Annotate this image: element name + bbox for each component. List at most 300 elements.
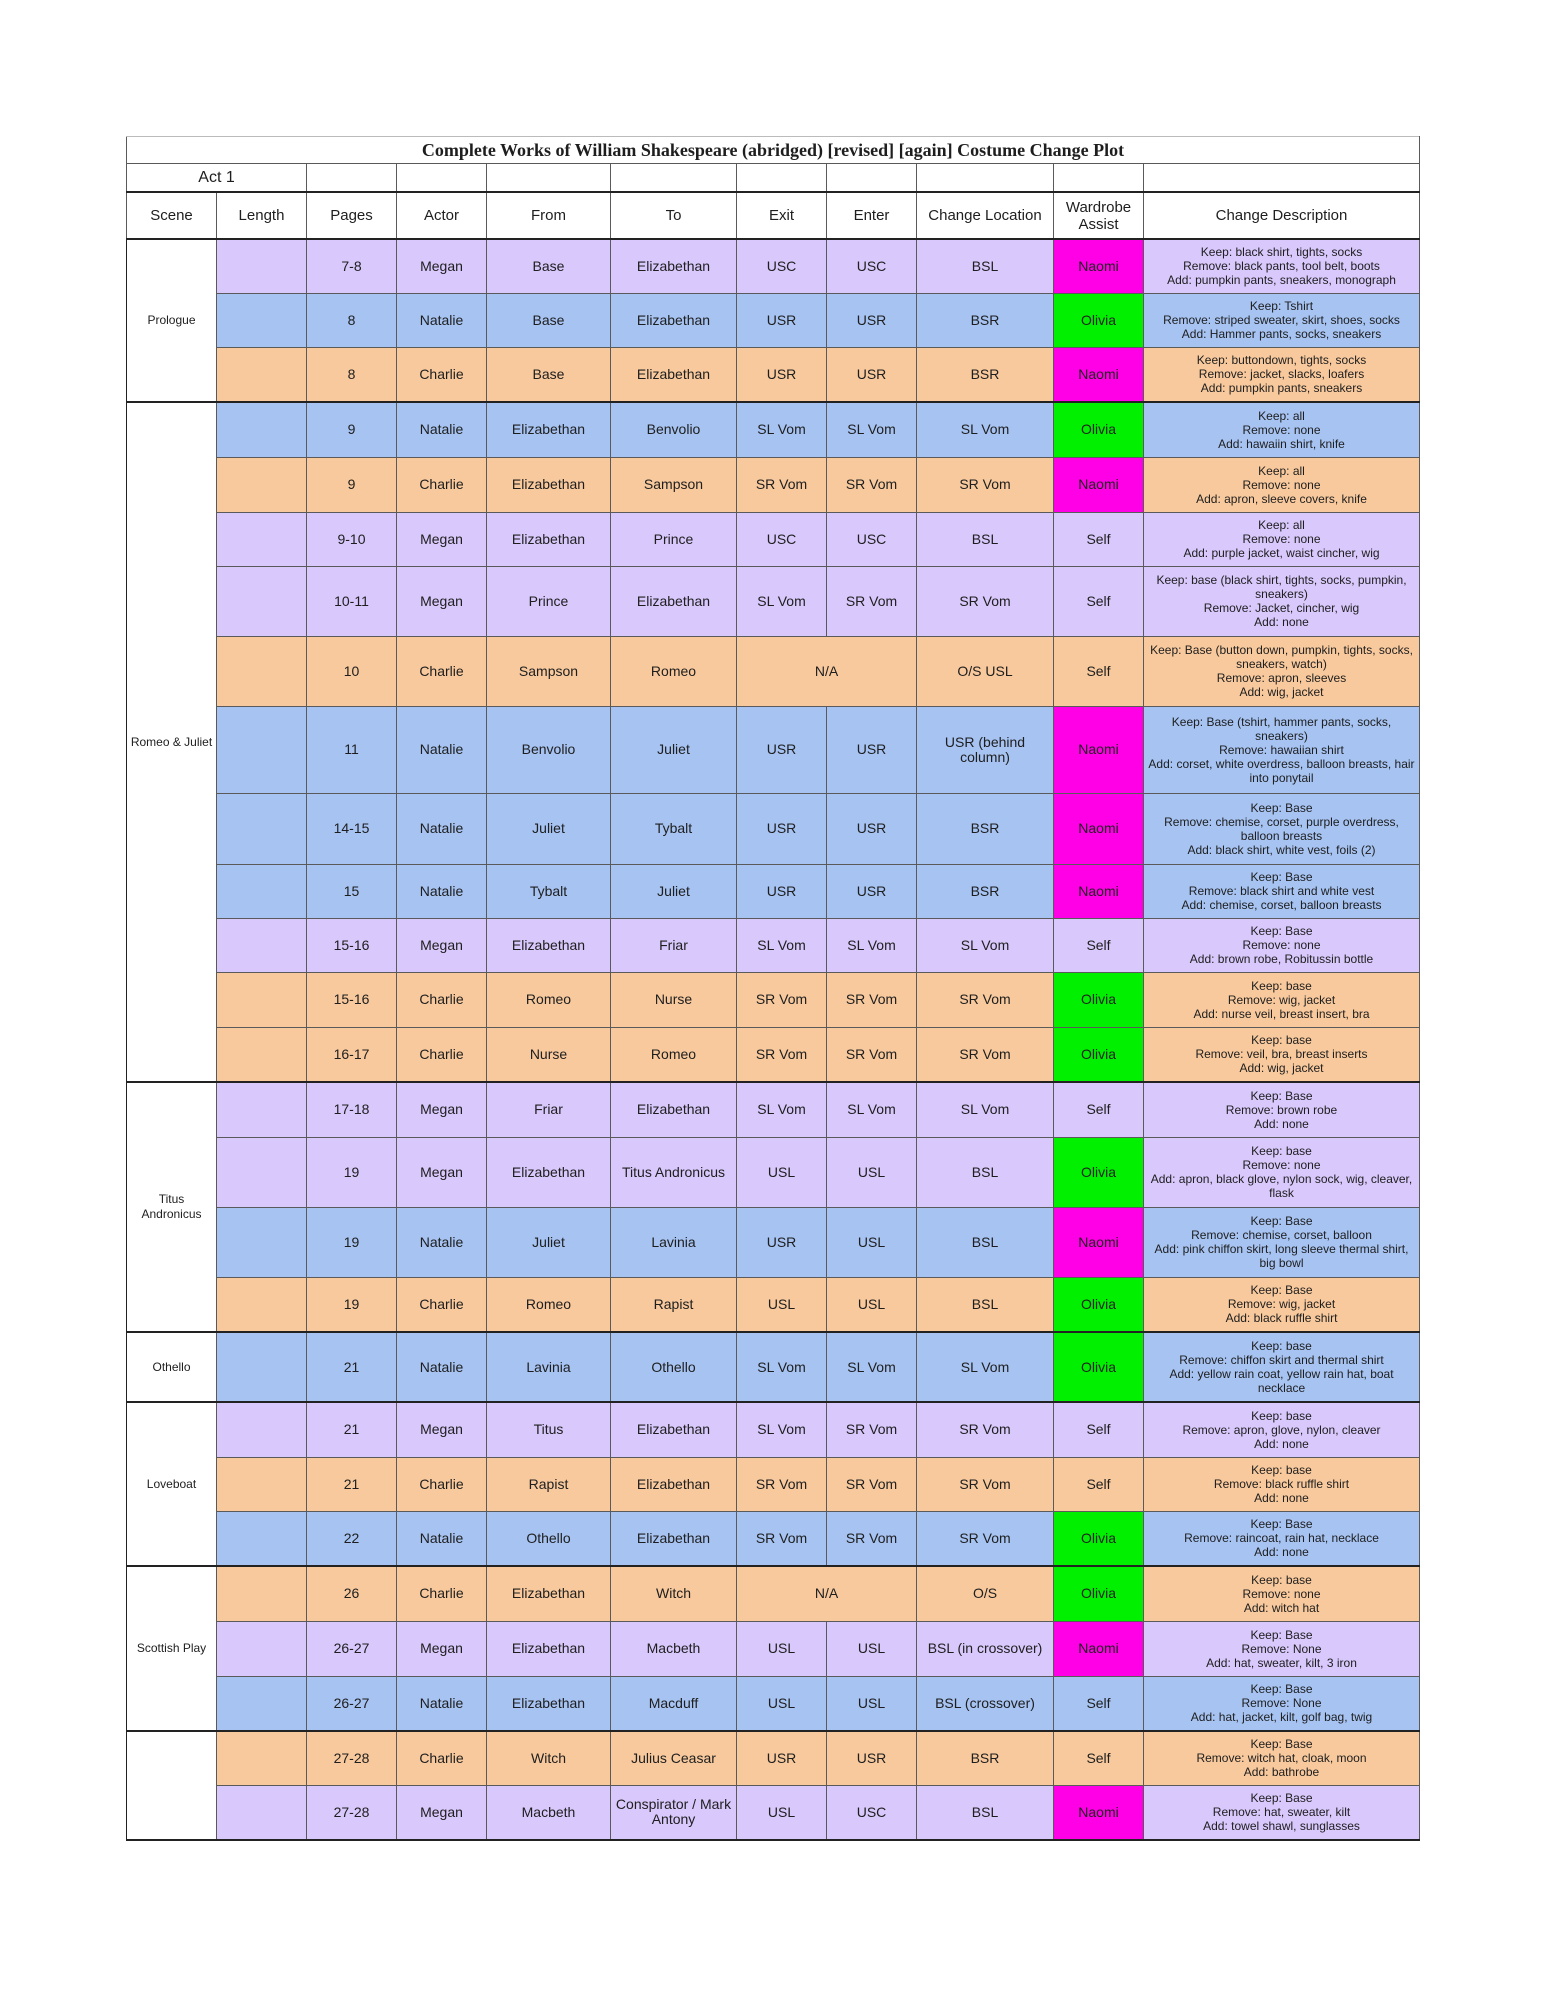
- exit-cell: USR: [737, 706, 827, 793]
- change-description-cell: [1144, 706, 1420, 793]
- pages-cell: 26-27: [307, 1676, 397, 1731]
- length-cell: [217, 1332, 307, 1402]
- change-location-cell: BSL: [917, 512, 1054, 566]
- enter-cell: USR: [827, 293, 917, 347]
- actor-cell: Natalie: [397, 706, 487, 793]
- table-row: [127, 1785, 1420, 1840]
- change-description-cell: [1144, 566, 1420, 636]
- length-cell: [217, 512, 307, 566]
- description-line: Keep: Base: [1250, 1791, 1313, 1806]
- table-row: [127, 512, 1420, 566]
- change-description-cell: [1144, 1277, 1420, 1332]
- description-line: Add: towel shawl, sunglasses: [1203, 1819, 1360, 1834]
- from-cell: Elizabethan: [487, 1676, 611, 1731]
- length-cell: [217, 1402, 307, 1457]
- description-line: Add: corset, white overdress, balloon breasts, hair into ponytail: [1148, 756, 1415, 785]
- from-cell: Rapist: [487, 1457, 611, 1511]
- pages-cell: 10: [307, 636, 397, 706]
- length-cell: [217, 1566, 307, 1621]
- description-line: Remove: black pants, tool belt, boots: [1183, 259, 1380, 274]
- enter-cell: USC: [827, 512, 917, 566]
- actor-cell: Charlie: [397, 636, 487, 706]
- description-line: Keep: Base: [1250, 870, 1313, 884]
- enter-cell: SR Vom: [827, 1027, 917, 1082]
- exit-cell: SL Vom: [737, 1332, 827, 1402]
- scene-cell: [127, 1731, 217, 1840]
- exit-cell: SL Vom: [737, 402, 827, 457]
- description-line: Add: bathrobe: [1243, 1765, 1320, 1780]
- pages-cell: 14-15: [307, 793, 397, 864]
- description-line: Add: wig, jacket: [1239, 1061, 1324, 1076]
- description-line: Remove: black shirt and white vest: [1188, 884, 1375, 898]
- table-row: [127, 1332, 1420, 1402]
- description-line: Keep: base: [1251, 1339, 1312, 1353]
- from-cell: Elizabethan: [487, 1137, 611, 1207]
- pages-cell: 19: [307, 1137, 397, 1207]
- length-cell: [217, 1457, 307, 1511]
- length-cell: [217, 1207, 307, 1277]
- description-line: Remove: chiffon skirt and thermal shirt: [1179, 1353, 1384, 1367]
- change-description-cell: [1144, 512, 1420, 566]
- pages-cell: 15-16: [307, 972, 397, 1027]
- description-line: Remove: none: [1242, 1158, 1321, 1172]
- description-line: Keep: Base (tshirt, hammer pants, socks, sneakers): [1171, 714, 1392, 743]
- enter-cell: USL: [827, 1277, 917, 1332]
- length-cell: [217, 1676, 307, 1731]
- col-header-to: To: [611, 192, 737, 239]
- change-location-cell: BSL: [917, 1137, 1054, 1207]
- change-description-cell: [1144, 1137, 1420, 1207]
- wardrobe-assist-cell: Naomi: [1054, 239, 1144, 293]
- actor-cell: Megan: [397, 1137, 487, 1207]
- table-row: [127, 1676, 1420, 1731]
- to-cell: Julius Ceasar: [611, 1731, 737, 1785]
- wardrobe-assist-cell: Olivia: [1054, 972, 1144, 1027]
- wardrobe-assist-cell: Olivia: [1054, 1027, 1144, 1082]
- col-header-scene: Scene: [127, 192, 217, 239]
- wardrobe-assist-cell: Olivia: [1054, 1566, 1144, 1621]
- pages-cell: 21: [307, 1402, 397, 1457]
- change-location-cell: BSL: [917, 1277, 1054, 1332]
- wardrobe-assist-cell: Naomi: [1054, 793, 1144, 864]
- enter-cell: SL Vom: [827, 402, 917, 457]
- scene-cell: Romeo & Juliet: [127, 402, 217, 1082]
- actor-cell: Natalie: [397, 793, 487, 864]
- description-line: Keep: all: [1258, 518, 1305, 532]
- change-description-cell: [1144, 402, 1420, 457]
- to-cell: Prince: [611, 512, 737, 566]
- actor-cell: Charlie: [397, 457, 487, 512]
- description-line: Remove: none: [1242, 1586, 1321, 1601]
- table-row: [127, 864, 1420, 918]
- from-cell: Macbeth: [487, 1785, 611, 1840]
- to-cell: Elizabethan: [611, 239, 737, 293]
- exit-cell: USC: [737, 512, 827, 566]
- length-cell: [217, 706, 307, 793]
- wardrobe-assist-cell: Naomi: [1054, 1621, 1144, 1676]
- description-line: Add: none: [1254, 1491, 1309, 1505]
- from-cell: Juliet: [487, 1207, 611, 1277]
- to-cell: Elizabethan: [611, 566, 737, 636]
- description-line: Remove: chemise, corset, balloon: [1191, 1228, 1372, 1242]
- costume-change-table: [126, 136, 1420, 1841]
- description-line: Keep: Base: [1250, 1283, 1313, 1298]
- pages-cell: 16-17: [307, 1027, 397, 1082]
- change-description-cell: [1144, 239, 1420, 293]
- description-line: Remove: none: [1242, 938, 1321, 952]
- description-line: Add: nurse veil, breast insert, bra: [1193, 1006, 1370, 1021]
- change-location-cell: SL Vom: [917, 1082, 1054, 1137]
- change-description-cell: [1144, 1785, 1420, 1840]
- wardrobe-assist-cell: Naomi: [1054, 864, 1144, 918]
- col-header-from: From: [487, 192, 611, 239]
- to-cell: Elizabethan: [611, 347, 737, 402]
- from-cell: Benvolio: [487, 706, 611, 793]
- pages-cell: 26: [307, 1566, 397, 1621]
- description-line: Add: none: [1254, 1116, 1309, 1131]
- length-cell: [217, 239, 307, 293]
- length-cell: [217, 1082, 307, 1137]
- change-description-cell: [1144, 1511, 1420, 1566]
- table-row: [127, 793, 1420, 864]
- length-cell: [217, 864, 307, 918]
- exit-cell: USR: [737, 864, 827, 918]
- exit-cell: SL Vom: [737, 566, 827, 636]
- wardrobe-assist-cell: Olivia: [1054, 1511, 1144, 1566]
- pages-cell: 27-28: [307, 1785, 397, 1840]
- enter-cell: USR: [827, 864, 917, 918]
- exit-cell: USR: [737, 1207, 827, 1277]
- exit-cell: USL: [737, 1137, 827, 1207]
- length-cell: [217, 457, 307, 512]
- wardrobe-assist-cell: Self: [1054, 1676, 1144, 1731]
- length-cell: [217, 293, 307, 347]
- change-location-cell: SL Vom: [917, 402, 1054, 457]
- change-location-cell: BSL: [917, 1207, 1054, 1277]
- change-location-cell: BSR: [917, 793, 1054, 864]
- change-location-cell: BSL (crossover): [917, 1676, 1054, 1731]
- col-header-enter: Enter: [827, 192, 917, 239]
- description-line: Add: none: [1254, 1436, 1309, 1451]
- description-line: Remove: chemise, corset, purple overdress, balloon breasts: [1164, 814, 1399, 843]
- table-row: [127, 1207, 1420, 1277]
- length-cell: [217, 793, 307, 864]
- description-line: Remove: apron, glove, nylon, cleaver: [1182, 1422, 1381, 1437]
- change-description-cell: [1144, 1402, 1420, 1457]
- exit-cell: USR: [737, 793, 827, 864]
- wardrobe-assist-cell: Olivia: [1054, 1332, 1144, 1402]
- exit-cell: USL: [737, 1676, 827, 1731]
- description-line: Keep: base: [1251, 1463, 1312, 1477]
- col-header-wardrobe-assist: Wardrobe Assist: [1054, 192, 1144, 239]
- description-line: Add: none: [1254, 615, 1309, 629]
- change-location-cell: SR Vom: [917, 1511, 1054, 1566]
- from-cell: Elizabethan: [487, 918, 611, 972]
- enter-cell: USR: [827, 706, 917, 793]
- to-cell: Benvolio: [611, 402, 737, 457]
- table-row: [127, 1457, 1420, 1511]
- description-line: Keep: all: [1258, 408, 1305, 423]
- exit-cell: USL: [737, 1277, 827, 1332]
- wardrobe-assist-cell: Olivia: [1054, 402, 1144, 457]
- table-row: [127, 1566, 1420, 1621]
- exit-cell: USR: [737, 1731, 827, 1785]
- length-cell: [217, 636, 307, 706]
- description-line: Remove: none: [1242, 532, 1321, 546]
- description-line: Add: hawaiin shirt, knife: [1218, 436, 1345, 451]
- description-line: Keep: Base (button down, pumpkin, tights, socks, sneakers, watch): [1150, 643, 1413, 671]
- to-cell: Elizabethan: [611, 1457, 737, 1511]
- description-line: Add: witch hat: [1243, 1600, 1320, 1615]
- description-line: Remove: hat, sweater, kilt: [1212, 1805, 1351, 1820]
- actor-cell: Charlie: [397, 347, 487, 402]
- change-location-cell: SR Vom: [917, 1457, 1054, 1511]
- to-cell: Titus Andronicus: [611, 1137, 737, 1207]
- from-cell: Tybalt: [487, 864, 611, 918]
- from-cell: Base: [487, 347, 611, 402]
- wardrobe-assist-cell: Olivia: [1054, 293, 1144, 347]
- wardrobe-assist-cell: Olivia: [1054, 1137, 1144, 1207]
- length-cell: [217, 918, 307, 972]
- to-cell: Macduff: [611, 1676, 737, 1731]
- description-line: Keep: Base: [1250, 1517, 1313, 1532]
- from-cell: Juliet: [487, 793, 611, 864]
- to-cell: Friar: [611, 918, 737, 972]
- exit-enter-cell: N/A: [737, 636, 917, 706]
- to-cell: Tybalt: [611, 793, 737, 864]
- exit-cell: USL: [737, 1785, 827, 1840]
- change-description-cell: [1144, 1027, 1420, 1082]
- exit-cell: SL Vom: [737, 1402, 827, 1457]
- enter-cell: USL: [827, 1137, 917, 1207]
- header-row: [127, 192, 1420, 239]
- wardrobe-assist-cell: Self: [1054, 918, 1144, 972]
- change-description-cell: [1144, 918, 1420, 972]
- change-description-cell: [1144, 1676, 1420, 1731]
- pages-cell: 7-8: [307, 239, 397, 293]
- change-description-cell: [1144, 1621, 1420, 1676]
- pages-cell: 9: [307, 402, 397, 457]
- enter-cell: SR Vom: [827, 1511, 917, 1566]
- pages-cell: 26-27: [307, 1621, 397, 1676]
- to-cell: Sampson: [611, 457, 737, 512]
- description-line: Keep: base: [1251, 1144, 1312, 1158]
- actor-cell: Natalie: [397, 293, 487, 347]
- description-line: Keep: base: [1251, 1572, 1312, 1587]
- col-header-change-description: Change Description: [1144, 192, 1420, 239]
- wardrobe-assist-cell: Self: [1054, 636, 1144, 706]
- table-row: [127, 1731, 1420, 1785]
- from-cell: Elizabethan: [487, 402, 611, 457]
- enter-cell: SR Vom: [827, 457, 917, 512]
- change-location-cell: O/S USL: [917, 636, 1054, 706]
- actor-cell: Charlie: [397, 1027, 487, 1082]
- from-cell: Friar: [487, 1082, 611, 1137]
- actor-cell: Charlie: [397, 972, 487, 1027]
- exit-enter-cell: N/A: [737, 1566, 917, 1621]
- description-line: Add: brown robe, Robitussin bottle: [1189, 952, 1374, 966]
- description-line: Remove: wig, jacket: [1227, 992, 1336, 1007]
- change-location-cell: SR Vom: [917, 566, 1054, 636]
- pages-cell: 22: [307, 1511, 397, 1566]
- description-line: Add: pink chiffon skirt, long sleeve thermal shirt, big bowl: [1154, 1242, 1409, 1270]
- enter-cell: USR: [827, 347, 917, 402]
- pages-cell: 11: [307, 706, 397, 793]
- description-line: Keep: buttondown, tights, socks: [1196, 353, 1367, 368]
- to-cell: Witch: [611, 1566, 737, 1621]
- change-description-cell: [1144, 1731, 1420, 1785]
- table-row: [127, 1511, 1420, 1566]
- wardrobe-assist-cell: Self: [1054, 1082, 1144, 1137]
- enter-cell: SL Vom: [827, 1082, 917, 1137]
- actor-cell: Megan: [397, 512, 487, 566]
- pages-cell: 21: [307, 1457, 397, 1511]
- enter-cell: USL: [827, 1676, 917, 1731]
- exit-cell: SR Vom: [737, 457, 827, 512]
- description-line: Remove: witch hat, cloak, moon: [1196, 1751, 1367, 1766]
- exit-cell: SR Vom: [737, 1511, 827, 1566]
- change-location-cell: BSR: [917, 293, 1054, 347]
- actor-cell: Megan: [397, 1785, 487, 1840]
- description-line: Remove: None: [1241, 1641, 1322, 1656]
- change-location-cell: SL Vom: [917, 918, 1054, 972]
- sheet-title: Complete Works of William Shakespeare (abridged) [revised] [again] Costume Change Plot: [127, 137, 1420, 164]
- length-cell: [217, 347, 307, 402]
- wardrobe-assist-cell: Self: [1054, 1402, 1144, 1457]
- to-cell: Elizabethan: [611, 1511, 737, 1566]
- length-cell: [217, 1785, 307, 1840]
- col-header-pages: Pages: [307, 192, 397, 239]
- scene-cell: Loveboat: [127, 1402, 217, 1566]
- actor-cell: Megan: [397, 566, 487, 636]
- wardrobe-assist-cell: Self: [1054, 566, 1144, 636]
- wardrobe-assist-cell: Naomi: [1054, 457, 1144, 512]
- enter-cell: USC: [827, 239, 917, 293]
- table-row: [127, 402, 1420, 457]
- length-cell: [217, 1621, 307, 1676]
- exit-cell: SR Vom: [737, 972, 827, 1027]
- change-description-cell: [1144, 864, 1420, 918]
- change-description-cell: [1144, 793, 1420, 864]
- description-line: Add: pumpkin pants, sneakers, monograph: [1167, 273, 1396, 288]
- from-cell: Lavinia: [487, 1332, 611, 1402]
- enter-cell: SL Vom: [827, 1332, 917, 1402]
- act-label: Act 1: [127, 164, 307, 193]
- exit-cell: SR Vom: [737, 1457, 827, 1511]
- table-row: [127, 706, 1420, 793]
- description-line: Remove: jacket, slacks, loafers: [1198, 367, 1365, 382]
- pages-cell: 27-28: [307, 1731, 397, 1785]
- change-description-cell: [1144, 1332, 1420, 1402]
- description-line: Add: hat, jacket, kilt, golf bag, twig: [1190, 1710, 1373, 1725]
- description-line: Keep: Base: [1250, 1627, 1313, 1642]
- description-line: Add: none: [1254, 1545, 1309, 1560]
- description-line: Keep: Base: [1250, 1737, 1313, 1752]
- change-description-cell: [1144, 1082, 1420, 1137]
- description-line: Add: chemise, corset, balloon breasts: [1181, 898, 1382, 912]
- wardrobe-assist-cell: Olivia: [1054, 1277, 1144, 1332]
- length-cell: [217, 1277, 307, 1332]
- enter-cell: USC: [827, 1785, 917, 1840]
- description-line: Keep: Base: [1250, 924, 1313, 938]
- description-line: Keep: Base: [1250, 800, 1313, 815]
- actor-cell: Megan: [397, 1082, 487, 1137]
- actor-cell: Charlie: [397, 1731, 487, 1785]
- change-description-cell: [1144, 1207, 1420, 1277]
- wardrobe-assist-cell: Naomi: [1054, 347, 1144, 402]
- table-row: [127, 1082, 1420, 1137]
- from-cell: Elizabethan: [487, 1566, 611, 1621]
- wardrobe-assist-cell: Naomi: [1054, 1207, 1144, 1277]
- length-cell: [217, 1137, 307, 1207]
- change-location-cell: USR (behind column): [917, 706, 1054, 793]
- change-location-cell: BSR: [917, 347, 1054, 402]
- description-line: Keep: all: [1258, 463, 1305, 478]
- col-header-change-location: Change Location: [917, 192, 1054, 239]
- length-cell: [217, 1511, 307, 1566]
- length-cell: [217, 566, 307, 636]
- table-row: [127, 1621, 1420, 1676]
- actor-cell: Natalie: [397, 1207, 487, 1277]
- table-row: [127, 1277, 1420, 1332]
- enter-cell: USL: [827, 1207, 917, 1277]
- description-line: Keep: black shirt, tights, socks: [1200, 245, 1363, 260]
- description-line: Add: yellow rain coat, yellow rain hat, boat necklace: [1169, 1367, 1394, 1395]
- actor-cell: Natalie: [397, 402, 487, 457]
- exit-cell: SL Vom: [737, 918, 827, 972]
- from-cell: Elizabethan: [487, 1621, 611, 1676]
- change-location-cell: BSL: [917, 1785, 1054, 1840]
- scene-cell: Othello: [127, 1332, 217, 1402]
- from-cell: Prince: [487, 566, 611, 636]
- table-row: [127, 972, 1420, 1027]
- exit-cell: USR: [737, 347, 827, 402]
- to-cell: Elizabethan: [611, 1082, 737, 1137]
- table-row: [127, 239, 1420, 293]
- exit-cell: USL: [737, 1621, 827, 1676]
- change-location-cell: SR Vom: [917, 457, 1054, 512]
- description-line: Add: apron, sleeve covers, knife: [1196, 491, 1367, 506]
- from-cell: Romeo: [487, 972, 611, 1027]
- pages-cell: 15: [307, 864, 397, 918]
- to-cell: Juliet: [611, 706, 737, 793]
- pages-cell: 17-18: [307, 1082, 397, 1137]
- enter-cell: SR Vom: [827, 972, 917, 1027]
- to-cell: Lavinia: [611, 1207, 737, 1277]
- from-cell: Base: [487, 293, 611, 347]
- description-line: Keep: base: [1251, 1408, 1312, 1423]
- change-description-cell: [1144, 347, 1420, 402]
- description-line: Remove: none: [1242, 422, 1321, 437]
- pages-cell: 9-10: [307, 512, 397, 566]
- actor-cell: Natalie: [397, 864, 487, 918]
- actor-cell: Charlie: [397, 1457, 487, 1511]
- to-cell: Romeo: [611, 1027, 737, 1082]
- change-location-cell: SR Vom: [917, 972, 1054, 1027]
- description-line: Add: purple jacket, waist cincher, wig: [1183, 546, 1380, 560]
- from-cell: Base: [487, 239, 611, 293]
- change-description-cell: [1144, 293, 1420, 347]
- change-description-cell: [1144, 1566, 1420, 1621]
- change-location-cell: SL Vom: [917, 1332, 1054, 1402]
- to-cell: Othello: [611, 1332, 737, 1402]
- wardrobe-assist-cell: Self: [1054, 512, 1144, 566]
- pages-cell: 19: [307, 1207, 397, 1277]
- table-row: [127, 1137, 1420, 1207]
- description-line: Add: pumpkin pants, sneakers: [1200, 381, 1363, 396]
- to-cell: Romeo: [611, 636, 737, 706]
- to-cell: Elizabethan: [611, 293, 737, 347]
